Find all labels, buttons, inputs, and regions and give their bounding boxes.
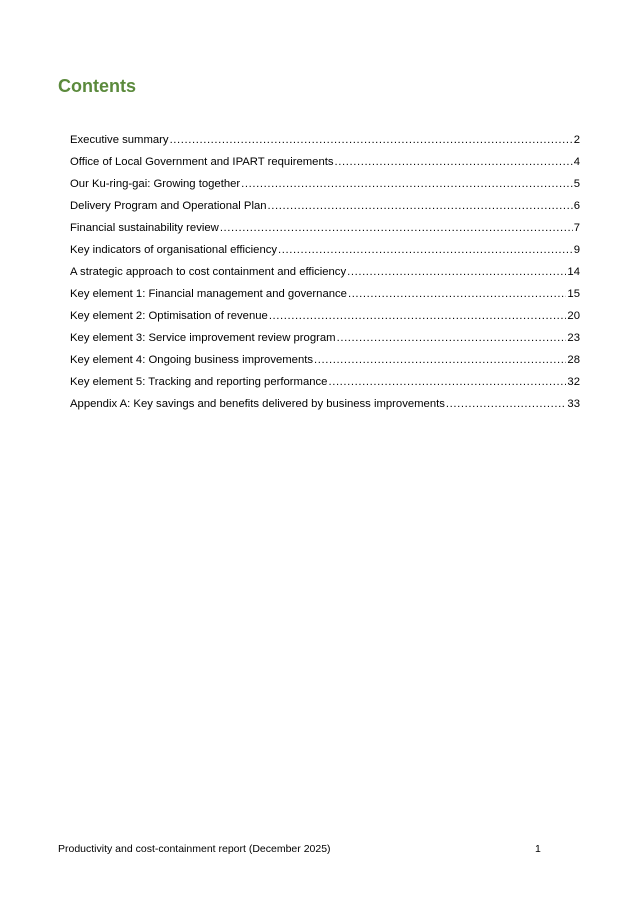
- toc-entry-title: Appendix A: Key savings and benefits delivered by business improvements: [70, 398, 445, 410]
- toc-entry-strategic-approach[interactable]: [70, 261, 580, 283]
- toc-entry-key-indicators[interactable]: [70, 239, 580, 261]
- table-of-contents: [70, 129, 580, 415]
- toc-entry-our-ku-ring-gai[interactable]: [70, 173, 580, 195]
- toc-entry-page: 20: [567, 310, 580, 322]
- toc-dot-leader: [446, 393, 567, 415]
- toc-entry-title: Our Ku-ring-gai: Growing together: [70, 178, 241, 190]
- toc-entry-page: 28: [567, 354, 580, 366]
- toc-entry-page: 33: [567, 398, 580, 410]
- footer-document-title: Productivity and cost-containment report (December 2025): [58, 843, 331, 855]
- toc-entry-title: Key indicators of organisational efficiency: [70, 244, 278, 256]
- toc-entry-title: Key element 1: Financial management and governance: [70, 288, 347, 300]
- toc-dot-leader: [328, 371, 566, 393]
- toc-entry-page: 2: [573, 134, 580, 146]
- toc-dot-leader: [335, 151, 573, 173]
- footer-page-number: 1: [535, 843, 541, 855]
- toc-entry-title: Financial sustainability review: [70, 222, 219, 234]
- toc-dot-leader: [170, 129, 573, 151]
- toc-entry-financial-sustainability[interactable]: [70, 217, 580, 239]
- toc-entry-title: A strategic approach to cost containment and efficiency: [70, 266, 347, 278]
- page-title: Contents: [58, 76, 136, 96]
- toc-entry-title: Office of Local Government and IPART requirements: [70, 156, 334, 168]
- toc-entry-page: 6: [573, 200, 580, 212]
- toc-entry-page: 14: [567, 266, 580, 278]
- toc-entry-page: 23: [567, 332, 580, 344]
- toc-entry-key-element-4[interactable]: [70, 349, 580, 371]
- toc-entry-title: Key element 4: Ongoing business improvements: [70, 354, 314, 366]
- toc-dot-leader: [268, 195, 573, 217]
- toc-entry-olg-ipart-requirements[interactable]: [70, 151, 580, 173]
- toc-entry-page: 32: [567, 376, 580, 388]
- toc-dot-leader: [314, 349, 566, 371]
- toc-dot-leader: [348, 283, 566, 305]
- toc-entry-appendix-a[interactable]: [70, 393, 580, 415]
- toc-entry-delivery-program[interactable]: [70, 195, 580, 217]
- toc-entry-page: 9: [573, 244, 580, 256]
- toc-entry-title: Delivery Program and Operational Plan: [70, 200, 267, 212]
- toc-entry-title: Executive summary: [70, 134, 169, 146]
- toc-dot-leader: [241, 173, 573, 195]
- toc-entry-page: 5: [573, 178, 580, 190]
- toc-entry-page: 4: [573, 156, 580, 168]
- toc-entry-title: Key element 5: Tracking and reporting performance: [70, 376, 328, 388]
- toc-dot-leader: [278, 239, 573, 261]
- toc-dot-leader: [269, 305, 567, 327]
- toc-entry-executive-summary[interactable]: [70, 129, 580, 151]
- toc-entry-page: 15: [567, 288, 580, 300]
- toc-entry-title: Key element 3: Service improvement review program: [70, 332, 336, 344]
- toc-dot-leader: [220, 217, 573, 239]
- toc-entry-title: Key element 2: Optimisation of revenue: [70, 310, 268, 322]
- toc-entry-key-element-2[interactable]: [70, 305, 580, 327]
- toc-dot-leader: [347, 261, 566, 283]
- toc-entry-key-element-3[interactable]: [70, 327, 580, 349]
- toc-entry-key-element-1[interactable]: [70, 283, 580, 305]
- toc-dot-leader: [337, 327, 567, 349]
- toc-entry-key-element-5[interactable]: [70, 371, 580, 393]
- toc-entry-page: 7: [573, 222, 580, 234]
